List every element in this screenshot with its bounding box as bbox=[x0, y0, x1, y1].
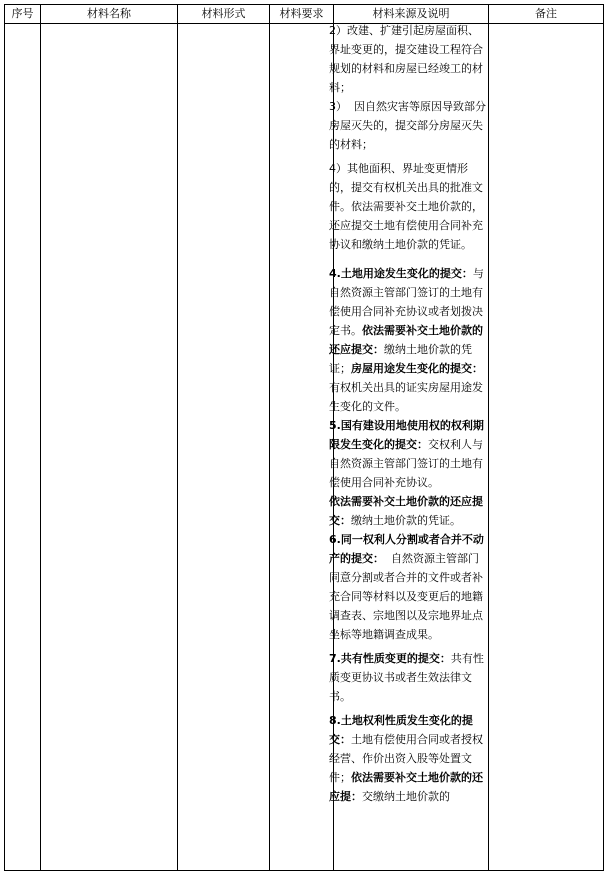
note-item-4: 4）其他面积、界址变更情形的，提交有权机关出具的批准文件。依法需要补交土地价款的，还应提交土地有偿使用合同补充协议和缴纳土地价款的凭证。 bbox=[329, 162, 483, 251]
section-7 bbox=[329, 649, 487, 706]
section-5-text: 缴纳土地价款的凭证。 bbox=[351, 514, 461, 527]
section-8-text: 土地有偿使用合同或者授权经营、作价出资入股等处置文件； bbox=[329, 733, 483, 784]
section-8-text: 交缴纳土地价款的 bbox=[362, 790, 450, 803]
header-remarks: 备注 bbox=[535, 7, 557, 20]
section-6-text: 自然资源主管部门同意分割或者合并的文件或者补充合同等材料以及变更后的地籍调查表、宗地图以及宗地界址点坐标等地籍调查成果。 bbox=[329, 552, 483, 641]
section-4 bbox=[329, 264, 487, 416]
section-8 bbox=[329, 711, 487, 806]
column-divider bbox=[177, 5, 178, 870]
header-serial-number: 序号 bbox=[11, 7, 34, 20]
column-divider bbox=[40, 5, 41, 870]
section-5-extra bbox=[329, 492, 487, 530]
section-5-text: 交权利人与自然资源主管部门签订的土地有偿使用合同补充协议。 bbox=[329, 438, 483, 489]
section-4-bold: 依法需要补交土地价款的还应提交： bbox=[329, 324, 483, 356]
header-material-source: 材料来源及说明 bbox=[372, 7, 450, 20]
column-divider bbox=[269, 5, 270, 870]
section-5 bbox=[329, 416, 487, 492]
section-4-text: 与自然资源主管部门签订的土地有偿使用合同补充协议或者划拨决定书。 bbox=[329, 267, 484, 337]
header-separator bbox=[5, 23, 603, 24]
material-source-cell bbox=[329, 21, 487, 806]
column-divider bbox=[488, 5, 489, 870]
section-7-title: 7.共有性质变更的提交： bbox=[329, 652, 451, 665]
note-item-2: 2）改建、扩建引起房屋面积、界址变更的，提交建设工程符合规划的材料和房屋已经竣工的材料； bbox=[329, 24, 483, 94]
section-7-text: 共有性质变更协议书或者生效法律文书。 bbox=[329, 652, 484, 703]
section-4-text: 有权机关出具的证实房屋用途发生变化的文件。 bbox=[329, 381, 483, 413]
header-material-form: 材料形式 bbox=[201, 7, 246, 20]
header-material-name: 材料名称 bbox=[87, 7, 131, 20]
note-item-3: 3） 因自然灾害等原因导致部分房屋灭失的，提交部分房屋灭失的材料； bbox=[329, 100, 486, 151]
header-material-requirement: 材料要求 bbox=[279, 7, 324, 20]
section-6-title: 6.同一权利人分割或者合并不动产的提交： bbox=[329, 533, 484, 565]
section-5-bold: 依法需要补交土地价款的还应提交： bbox=[329, 495, 483, 527]
section-5-title: 5.国有建设用地使用权的权利期限发生变化的提交： bbox=[329, 419, 484, 451]
section-4-text: 缴纳土地价款的凭证； bbox=[329, 343, 472, 375]
section-8-title: 8.土地权利性质发生变化的提交： bbox=[329, 714, 473, 746]
section-8-bold: 依法需要补交土地价款的还应提： bbox=[329, 771, 483, 803]
materials-table bbox=[4, 4, 604, 871]
section-4-bold: 房屋用途发生变化的提交： bbox=[351, 362, 483, 375]
section-4-title: 4.土地用途发生变化的提交： bbox=[329, 267, 473, 280]
section-6 bbox=[329, 530, 487, 644]
